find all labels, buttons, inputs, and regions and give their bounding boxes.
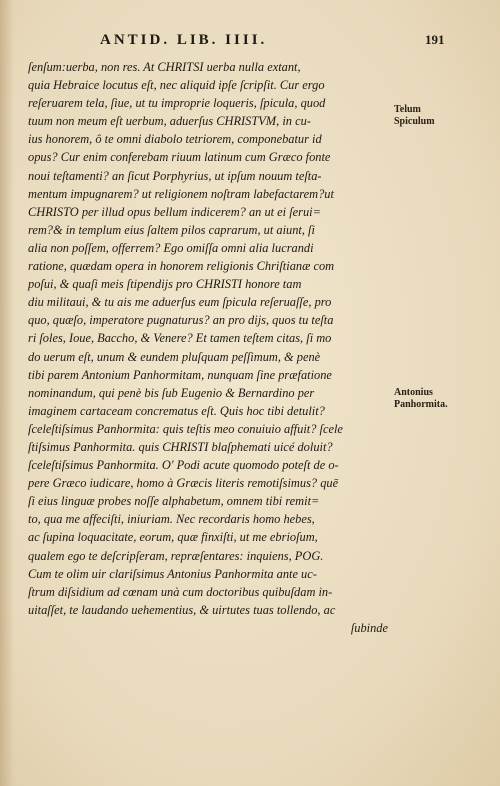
text-line: ius honorem, ô te omni diabolo tetriorem, componebatur id <box>28 132 322 147</box>
text-line: nominandum, qui penè bis ſub Eugenio & Bernardino per <box>28 385 315 400</box>
folio-number: 191 <box>425 32 445 47</box>
margin-note-telum <box>394 104 435 128</box>
text-line: ſtrum diſsidium ad cœnam unà cum doctoribus quibuſdam in- <box>28 584 333 599</box>
text-line: ſtiſsimus Panhormita. quis CHRISTI blaſphemati uicé doluit? <box>28 439 333 454</box>
text-line: noui teſtamenti? an ſicut Porphyrius, ut ipſum nouum teſta- <box>28 168 322 183</box>
text-line: ratione, quædam opera in honorem religionis Chriſtianæ com <box>28 259 335 274</box>
text-line: tibi parem Antonium Panhormitam, nunquam ſine præfatione <box>28 367 332 382</box>
text-line: qualem ego te deſcripſeram, repræſentares: inquiens, POG. <box>28 548 324 563</box>
text-line: ac ſupina loquacitate, eorum, quæ finxiſti, ut me ebrioſum, <box>28 530 318 545</box>
catchword: ſubinde <box>350 620 388 635</box>
text-line: CHRISTO per illud opus bellum indicerem? an ut ei ſerui= <box>28 204 321 219</box>
text-line: imaginem cartaceam concrematus eſt. Quis hoc tibi detulit? <box>28 403 325 418</box>
text-line: tuum non meum eſt uerbum, aduerſus CHRISTVM, in cu- <box>28 114 311 129</box>
margin-note-line: Telum <box>394 104 421 115</box>
text-line: ſenſum:uerba, non res. At CHRITSI uerba nulla extant, <box>28 60 301 74</box>
text-line: rem?& in templum eius ſaltem pilos caprarum, ut aiunt, ſi <box>28 222 315 237</box>
text-line: poſui, & quaſi meis ſtipendijs pro CHRISTI honore tam <box>28 277 302 292</box>
binding-shadow <box>0 0 14 786</box>
running-title: ANTID. LIB. IIII. <box>100 32 268 48</box>
text-line: quia Hebraice locutus eſt, nec aliquid ipſe ſcripſit. Cur ergo <box>28 78 325 93</box>
text-line: reſeruarem tela, ſiue, ut tu improprie loqueris, ſpicula, quod <box>28 96 326 111</box>
text-line: diu militaui, & tu ais me aduerſus eum ſpicula reſeruaſſe, pro <box>28 295 332 310</box>
text-line: do uerum eſt, unum & eundem pluſquam peſſimum, & penè <box>28 349 321 364</box>
text-line: ſi eius linguæ probes noſſe alphabetum, omnem tibi remit= <box>28 494 320 509</box>
body-text <box>28 58 390 637</box>
margin-note-line: Panhormita. <box>394 399 448 410</box>
text-line: opus? Cur enim conferebam riuum latinum cum Græco fonte <box>28 150 331 165</box>
margin-note-antonius <box>394 387 448 411</box>
text-line: to, qua me affeciſti, iniuriam. Nec recordaris homo hebes, <box>28 512 315 527</box>
margin-note-line: Spiculum <box>394 116 435 127</box>
text-line: ſceleſtiſsimus Panhormita. O' Podi acute quomodo poteſt de o- <box>28 458 339 473</box>
margin-notes <box>394 0 494 786</box>
margin-note-line: Antonius <box>394 387 433 398</box>
text-line: pere Græco iudicare, homo à Græcis literis remotiſsimus? quē <box>28 476 339 491</box>
text-line: mentum impugnarem? ut religionem noſtram labefactarem?ut <box>28 186 334 201</box>
text-line: Cum te olim uir clariſsimus Antonius Panhormita ante uc- <box>28 566 317 581</box>
text-line: uitaſſet, te laudando uehementius, & uirtutes tuas tollendo, ac <box>28 602 336 617</box>
text-line: alia non poſſem, offerrem? Ego omiſſa omni alia lucrandi <box>28 240 314 255</box>
text-line: ſceleſtiſsimus Panhormita: quis teſtis meo conuiuio affuit? ſcele <box>28 421 343 436</box>
text-line: ri ſoles, Ioue, Baccho, & Venere? Et tamen teſtem citas, ſi mo <box>28 331 332 346</box>
text-line: quo, quæſo, imperatore pugnaturus? an pro dijs, quos tu teſta <box>28 313 334 328</box>
